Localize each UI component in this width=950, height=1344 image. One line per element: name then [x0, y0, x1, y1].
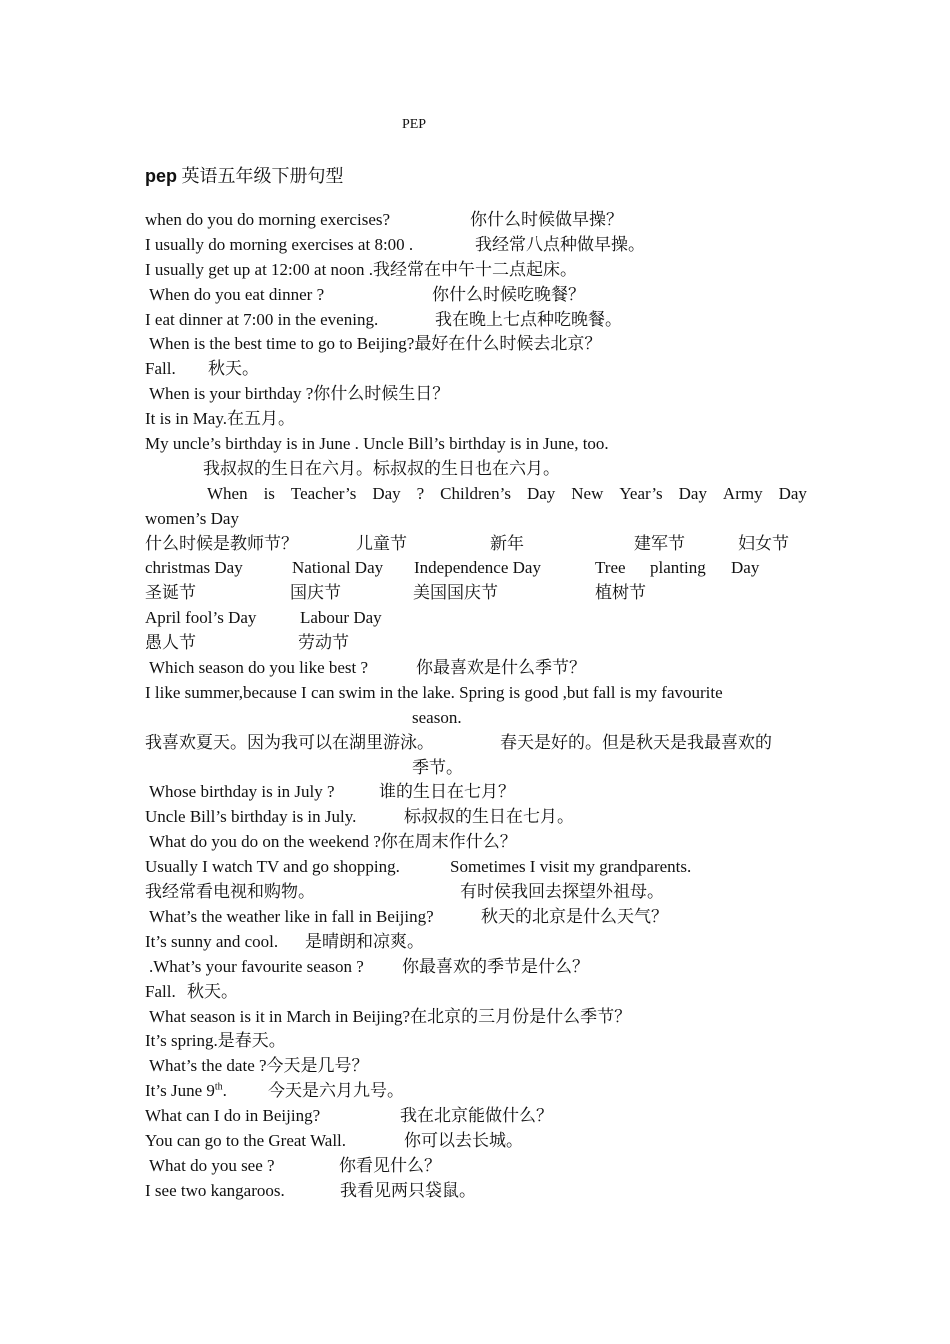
line-en: I see two kangaroos.: [145, 1180, 285, 1200]
text-line: [145, 1129, 807, 1154]
line-cell: Day: [731, 558, 760, 578]
title-bold: pep: [145, 166, 178, 186]
line-cn: 你看见什么？: [339, 1155, 441, 1175]
line-en: Usually I watch TV and go shopping.: [145, 857, 400, 877]
line-cn: 秋天。: [208, 359, 259, 379]
line-cell: 植树节: [595, 583, 646, 603]
line-cell: Independence Day: [414, 558, 541, 578]
line-cell: 圣诞节: [145, 583, 196, 603]
line-en: What do you see ?: [149, 1155, 275, 1175]
word: When: [207, 483, 248, 503]
line-en: It’s sunny and cool.: [145, 931, 279, 951]
text-line: [145, 980, 807, 1005]
line-cn: 我经常八点种做早操。: [475, 234, 645, 254]
word: Children’s: [440, 483, 512, 503]
line-cn: 你可以去长城。: [404, 1130, 523, 1150]
word: Teacher’s: [290, 483, 357, 503]
line-cell: 劳动节: [298, 633, 349, 653]
line-cell: 我喜欢夏天。因为我可以在湖里游泳。: [145, 732, 434, 752]
text-line: [145, 955, 807, 980]
line-en: Whose birthday is in July ?: [149, 782, 335, 802]
line-cn: Sometimes I visit my grandparents.: [450, 857, 692, 877]
line-cn: 你什么时候吃晚餐？: [432, 284, 585, 304]
text-line: [145, 631, 807, 656]
text-line: 我叔叔的生日在六月。标叔叔的生日也在六月。: [203, 458, 560, 478]
text-line: [145, 556, 807, 581]
line-en: You can go to the Great Wall.: [145, 1130, 347, 1150]
line-cell: 什么时候是教师节？: [145, 533, 298, 553]
text-line: season.: [412, 707, 462, 727]
line-en: I eat dinner at 7:00 in the evening.: [145, 309, 379, 329]
word: New: [571, 483, 604, 503]
text-line: What do you do on the weekend ?你在周末作什么？: [149, 832, 517, 852]
line-cn: 今天是六月九号。: [268, 1081, 404, 1101]
text-line: [145, 208, 807, 233]
line-en: Fall.: [145, 981, 176, 1001]
line-cn: 谁的生日在七月？: [379, 782, 515, 802]
line-cn: 你最喜欢的季节是什么？: [402, 956, 589, 976]
text-line: [145, 731, 807, 756]
line-en: Uncle Bill’s birthday is in July.: [145, 807, 357, 827]
line-cell: 国庆节: [290, 583, 341, 603]
text-line-justified: [145, 482, 807, 507]
text-line: [145, 233, 807, 258]
text-line: [145, 581, 807, 606]
text-line: It’s spring.是春天。: [145, 1031, 286, 1051]
word: Day: [526, 483, 556, 503]
text-line: [145, 1079, 807, 1104]
text-line: [145, 532, 807, 557]
line-cell: April fool’s Day: [145, 608, 257, 628]
line-cell: christmas Day: [145, 558, 243, 578]
line-en: when do you do morning exercises?: [145, 210, 391, 229]
text-line: [145, 1104, 807, 1129]
text-line: [145, 656, 807, 681]
line-cell: Tree: [595, 558, 626, 578]
line-cell: 妇女节: [738, 533, 789, 553]
word: Day: [372, 483, 401, 503]
text-line: I like summer,because I can swim in the lake. Spring is good ,but fall is my favourite: [145, 682, 723, 702]
word: Day: [678, 483, 707, 503]
line-cn: 你最喜欢是什么季节？: [416, 658, 586, 678]
text-line: [145, 930, 807, 955]
line-en: When do you eat dinner ?: [149, 284, 325, 304]
line-cell: 新年: [490, 533, 524, 553]
line-en: Fall.: [145, 359, 176, 379]
text-line: When is your birthday ?你什么时候生日？: [149, 384, 450, 404]
text-line: What season is it in March in Beijing?在北京的三月份是什么季节？: [149, 1006, 632, 1026]
text-line: [145, 357, 807, 382]
text-line: [145, 1154, 807, 1179]
line-en: Which season do you like best ?: [149, 658, 369, 678]
text-line: [145, 905, 807, 930]
text-line: My uncle’s birthday is in June . Uncle Bill’s birthday is in June, too.: [145, 434, 609, 454]
title-rest: 英语五年级下册句型: [177, 166, 344, 186]
line-cell: planting: [650, 558, 706, 578]
line-cn: 秋天的北京是什么天气？: [481, 906, 668, 926]
word: is: [263, 483, 275, 503]
line-cell: 建军节: [634, 533, 685, 553]
word: Day: [778, 483, 807, 503]
text-line: [145, 1179, 807, 1204]
line-cell: 愚人节: [145, 633, 196, 653]
text-line: [145, 805, 807, 830]
line-en: What can I do in Beijing?: [145, 1106, 321, 1126]
line-cell: Labour Day: [300, 608, 382, 628]
line-en: .What’s your favourite season ?: [149, 956, 364, 976]
text-line: It is in May.在五月。: [145, 409, 296, 429]
text-line: [145, 880, 807, 905]
page-header: PEP: [401, 117, 427, 132]
line-cell: 美国国庆节: [413, 583, 498, 603]
text-line: 季节。: [412, 757, 463, 777]
text-line: I usually get up at 12:00 at noon .我经常在中午十二点起床。: [145, 259, 578, 279]
line-cell: National Day: [292, 558, 384, 578]
line-cell: 春天是好的。但是秋天是我最喜欢的: [500, 732, 772, 752]
line-en: What’s the weather like in fall in Beijing?: [149, 906, 434, 926]
line-cn: 秋天。: [187, 981, 238, 1001]
text-line: [145, 780, 807, 805]
word: Year’s: [619, 483, 663, 503]
line-cn: 我在北京能做什么？: [400, 1106, 553, 1126]
text-line: [145, 283, 807, 308]
text-line: What’s the date ?今天是几号？: [149, 1056, 369, 1076]
line-cn: 我看见两只袋鼠。: [340, 1180, 476, 1200]
text-line: [145, 855, 807, 880]
word: Army: [722, 483, 763, 503]
line-cell: 有时侯我回去探望外祖母。: [460, 882, 664, 902]
word: ?: [416, 483, 425, 503]
line-cn: 标叔叔的生日在七月。: [404, 807, 574, 827]
line-en: .: [222, 1081, 227, 1101]
line-cell: 儿童节: [356, 533, 407, 553]
ordinal-suffix: th: [214, 1081, 223, 1093]
line-cell: 我经常看电视和购物。: [145, 882, 315, 902]
page-title: [145, 162, 344, 188]
line-en: I usually do morning exercises at 8:00 .: [145, 234, 414, 254]
text-line: When is the best time to go to Beijing?最好在什么时候去北京？: [149, 334, 602, 354]
line-cn: 你什么时候做早操？: [470, 210, 623, 229]
text-line: women’s Day: [145, 508, 239, 528]
line-cn: 我在晚上七点种吃晚餐。: [435, 309, 622, 329]
text-line: [145, 308, 807, 333]
line-cn: 是晴朗和凉爽。: [305, 931, 424, 951]
text-line: [145, 606, 807, 631]
line-en: It’s June 9: [145, 1081, 215, 1101]
document-body: [145, 208, 807, 1204]
